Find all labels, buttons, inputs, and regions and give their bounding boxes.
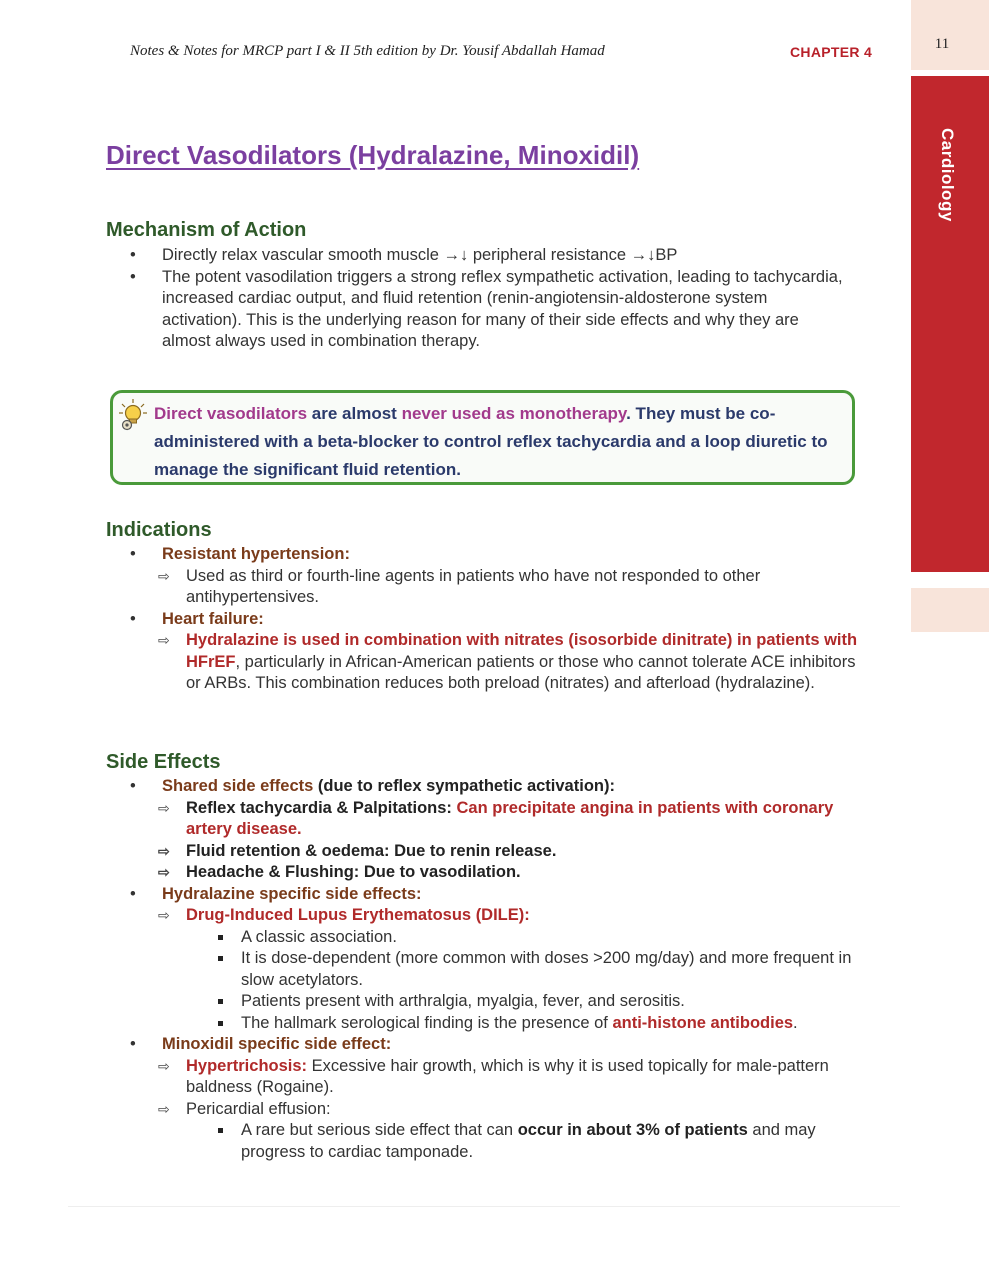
chapter-label: CHAPTER 4 <box>790 44 873 60</box>
point-item <box>130 1013 860 1035</box>
mechanism-list <box>130 245 850 353</box>
body-text: and may progress to cardiac tamponade. <box>241 1121 816 1161</box>
point-item: Patients present with arthralgia, myalgia, fever, and serositis. <box>130 991 860 1013</box>
list-item: • Directly relax vascular smooth muscle →↓ peripheral resistance →↓BP <box>130 245 850 267</box>
note-text <box>154 400 844 484</box>
lightbulb-gear-icon <box>118 398 148 432</box>
list-item <box>130 544 860 609</box>
sub-item <box>130 798 860 841</box>
sub-item <box>130 905 860 1034</box>
emphasis-text: occur in about 3% of patients <box>517 1121 748 1139</box>
indication-label: Resistant hypertension: <box>162 545 350 563</box>
indications-list <box>130 544 860 695</box>
page-title: Direct Vasodilators (Hydralazine, Minoxidil) <box>106 140 640 170</box>
sub-item: ⇨ Fluid retention & oedema: Due to renin release. <box>130 841 860 863</box>
mechanism-heading: Mechanism of Action <box>106 219 307 241</box>
side-tab-label: Cardiology <box>938 128 957 222</box>
note-text-part: are almost <box>307 404 402 423</box>
sub-item <box>130 630 860 695</box>
list-item <box>130 776 860 884</box>
note-subject: Direct vasodilators <box>154 404 308 423</box>
point-item: A classic association. <box>130 927 860 949</box>
body-text: , particularly in African-American patients or those who cannot tolerate ACE inhibitors or ARBs. This combination reduces both preload (nitrates) and afterload (hydralazine). <box>186 652 856 692</box>
note-emphasis: never used as monotherapy <box>401 404 627 423</box>
section-side-tab-lower <box>911 588 989 632</box>
sub-item: ⇨ Used as third or fourth-line agents in patients who have not responded to other antihypertensives. <box>130 566 860 609</box>
indication-label: Heart failure: <box>162 609 264 628</box>
body-text: A rare but serious side effect that can <box>241 1121 518 1139</box>
minoxidil-label: Minoxidil specific side effect: <box>162 1035 392 1053</box>
page-number: 11 <box>934 36 950 52</box>
shared-label-rest: (due to reflex sympathetic activation): <box>313 777 615 795</box>
footer-divider <box>68 1206 900 1207</box>
shared-label: Shared side effects <box>162 777 314 795</box>
sub-item: ⇨ Headache & Flushing: Due to vasodilation. <box>130 862 860 884</box>
point-item: It is dose-dependent (more common with doses >200 mg/day) and more frequent in slow acetylators. <box>130 948 860 991</box>
emphasis-text: Hydralazine is used in combination with nitrates (isosorbide dinitrate) in patients with HFrEF <box>186 631 858 671</box>
hydralazine-label: Hydralazine specific side effects: <box>162 884 422 903</box>
dile-label: Drug-Induced Lupus Erythematosus (DILE): <box>186 906 530 924</box>
body-text: The hallmark serological finding is the presence of <box>241 1013 613 1032</box>
body-text: Pericardial effusion: <box>186 1099 331 1118</box>
body-text: . <box>793 1013 798 1032</box>
list-item <box>130 609 860 695</box>
sub-item <box>130 1099 860 1164</box>
side-effects-heading: Side Effects <box>106 751 221 773</box>
side-effects-list <box>130 776 860 1163</box>
emphasis-text: Hypertrichosis: <box>186 1056 308 1075</box>
list-item <box>130 884 860 1035</box>
body-text: Excessive hair growth, which is why it is used topically for male-pattern baldness (Rogaine). <box>186 1056 829 1096</box>
list-item <box>130 1034 860 1163</box>
point-item <box>130 1120 860 1163</box>
list-item: • The potent vasodilation triggers a strong reflex sympathetic activation, leading to tachycardia, increased cardiac output, and fluid retention (renin-angiotensin-aldosterone system activation). This is the underlying reason for many of their side effects and why they are almost always used in combination therapy. <box>130 267 850 353</box>
warning-text: anti-histone antibodies <box>612 1013 794 1032</box>
running-header: Notes & Notes for MRCP part I & II 5th edition by Dr. Yousif Abdallah Hamad <box>130 43 605 59</box>
sub-item <box>130 1056 860 1099</box>
warning-text: Can precipitate angina in patients with coronary artery disease. <box>186 798 834 838</box>
note-text-part: . They must be co-administered with a beta-blocker to control reflex tachycardia and a loop diuretic to manage the significant fluid retention. <box>154 404 828 479</box>
indications-heading: Indications <box>106 519 212 541</box>
page-number-tab <box>911 0 989 70</box>
emphasis-text: Reflex tachycardia & Palpitations: <box>186 798 457 817</box>
